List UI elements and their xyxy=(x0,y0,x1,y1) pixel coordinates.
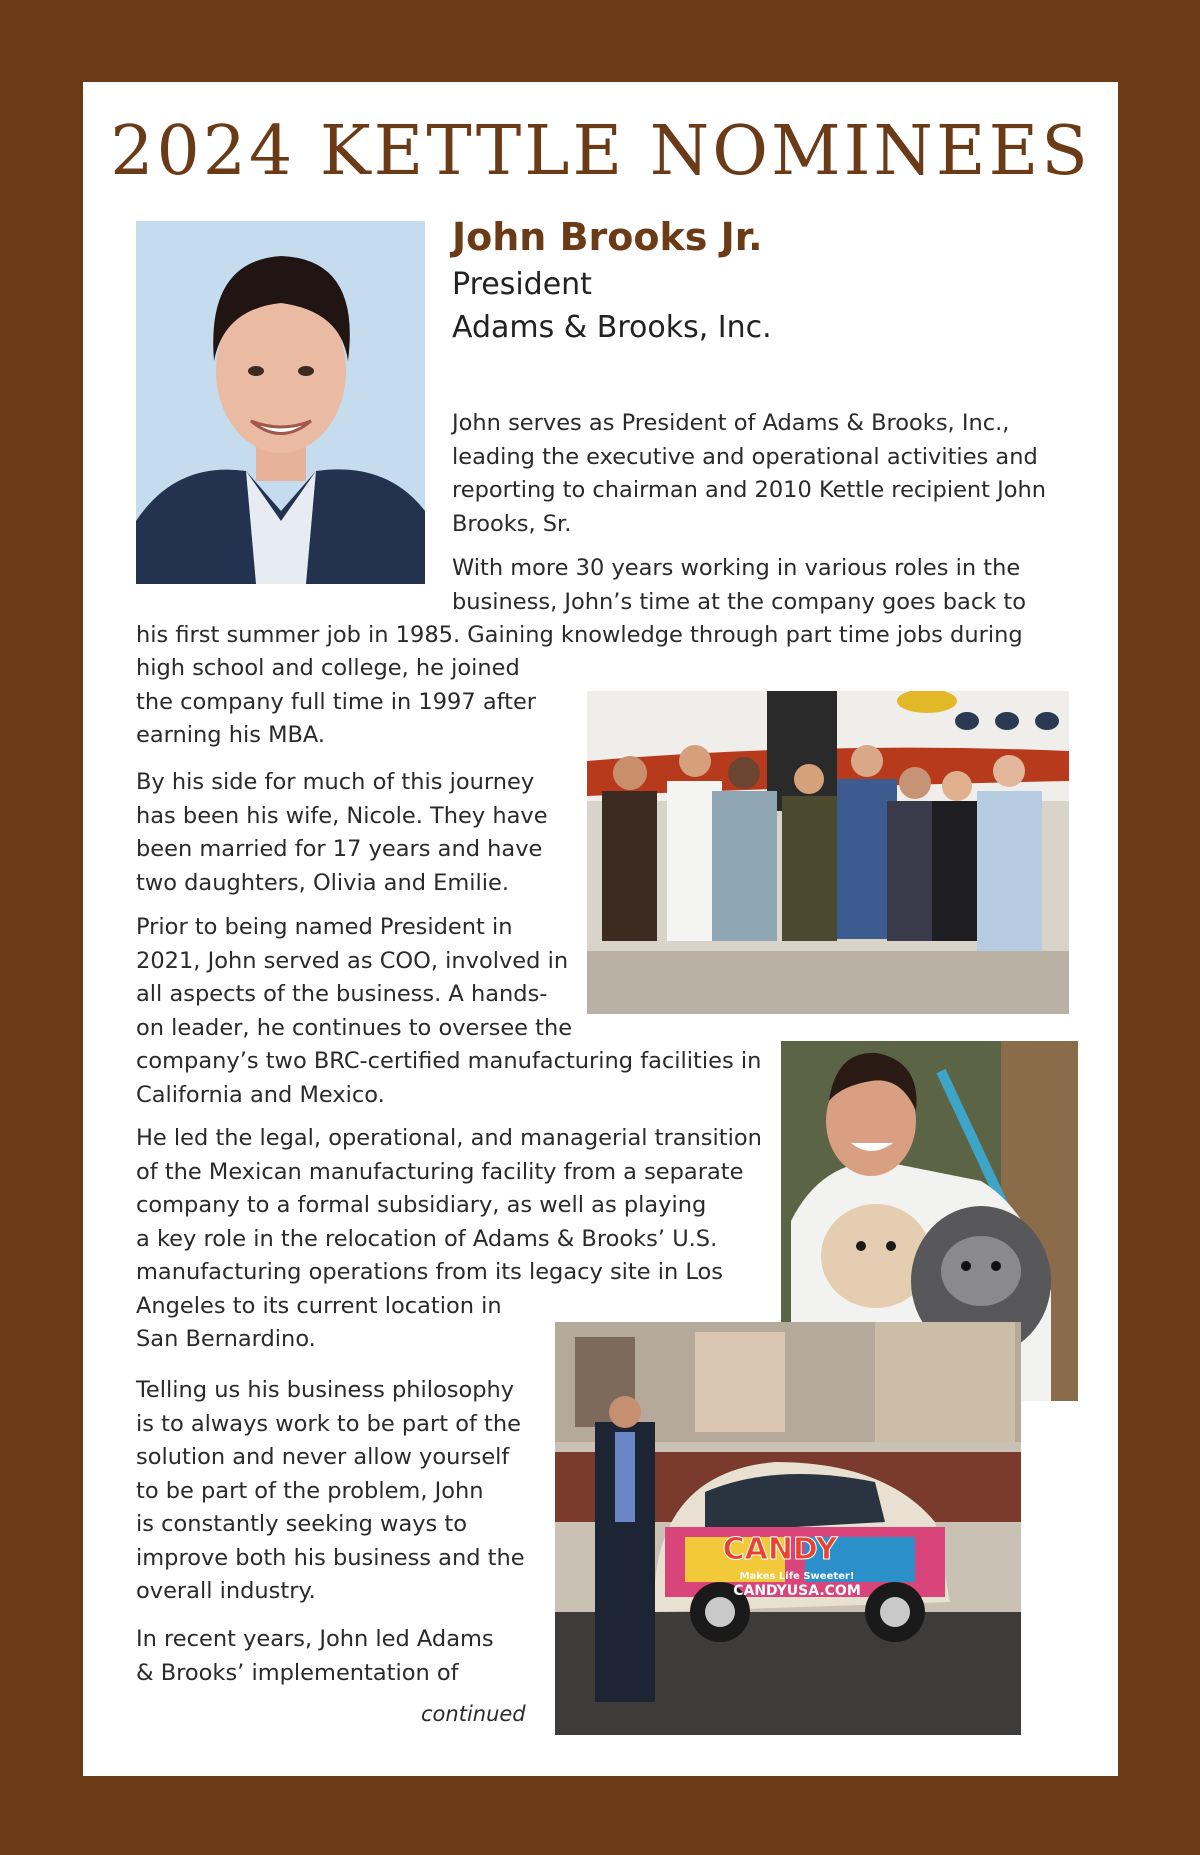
paragraph-3 xyxy=(136,766,548,900)
text-line: company’s two BRC-certified manufacturing facilities in xyxy=(136,1048,762,1074)
text-line: company to a formal subsidiary, as well as playing xyxy=(136,1192,707,1218)
car-url-text: CANDYUSA.COM xyxy=(733,1583,861,1599)
continued-label: continued xyxy=(421,1702,526,1726)
text-line: Angeles to its current location in xyxy=(136,1292,502,1319)
nominee-role: President xyxy=(452,267,592,302)
text-line: been married for 17 years and have xyxy=(136,836,543,862)
text-line: solution and never allow yourself xyxy=(136,1444,510,1470)
group-photo xyxy=(587,691,1069,1014)
nominee-company: Adams & Brooks, Inc. xyxy=(452,310,772,345)
paragraph-2 xyxy=(452,552,1026,619)
text-line: In recent years, John led Adams xyxy=(136,1626,494,1652)
text-line: & Brooks’ implementation of xyxy=(136,1659,459,1686)
text-line: business, John’s time at the company goes back to xyxy=(452,588,1026,615)
paragraph-2-cont xyxy=(136,652,536,753)
text-line: John serves as President of Adams & Brooks, Inc., xyxy=(452,410,1010,436)
text-line: Telling us his business philosophy xyxy=(136,1377,515,1403)
text-line: leading the executive and operational activities and xyxy=(452,443,1038,470)
text-line: to be part of the problem, John xyxy=(136,1477,484,1504)
text-line: By his side for much of this journey xyxy=(136,769,535,795)
text-line: his first summer job in 1985. Gaining knowledge through part time jobs during xyxy=(136,622,1023,648)
text-line: reporting to chairman and 2010 Kettle recipient John xyxy=(452,477,1047,503)
article-page xyxy=(83,82,1118,1776)
text-line: is constantly seeking ways to xyxy=(136,1511,468,1537)
paragraph-1 xyxy=(452,407,1046,541)
text-line: California and Mexico. xyxy=(136,1081,385,1108)
paragraph-7 xyxy=(136,1623,494,1690)
text-line: earning his MBA. xyxy=(136,722,326,748)
text-line: all aspects of the business. A hands- xyxy=(136,981,548,1007)
paragraph-2-wide xyxy=(136,619,1023,653)
nominee-name: John Brooks Jr. xyxy=(452,215,763,259)
text-line: the company full time in 1997 after xyxy=(136,688,537,715)
text-line: high school and college, he joined xyxy=(136,655,520,681)
text-line: San Bernardino. xyxy=(136,1326,316,1352)
car-brand-text: CANDY xyxy=(722,1532,838,1567)
text-line: Brooks, Sr. xyxy=(452,510,572,537)
text-line: two daughters, Olivia and Emilie. xyxy=(136,869,510,896)
text-line: improve both his business and the xyxy=(136,1544,525,1571)
text-line: manufacturing operations from its legacy site in Los xyxy=(136,1259,724,1285)
page-title: 2024 KETTLE NOMINEES xyxy=(110,112,1091,191)
text-line: He led the legal, operational, and managerial transition xyxy=(136,1125,762,1151)
text-line: overall industry. xyxy=(136,1578,316,1604)
text-line: has been his wife, Nicole. They have xyxy=(136,802,548,829)
text-line: is to always work to be part of the xyxy=(136,1410,521,1437)
text-line: Prior to being named President in xyxy=(136,914,513,940)
candy-car-photo xyxy=(555,1322,1021,1735)
portrait-photo xyxy=(136,221,425,584)
text-line: With more 30 years working in various roles in the xyxy=(452,555,1021,581)
text-line: of the Mexican manufacturing facility from a separate xyxy=(136,1158,744,1185)
text-line: 2021, John served as COO, involved in xyxy=(136,947,569,974)
text-line: a key role in the relocation of Adams & Brooks’ U.S. xyxy=(136,1225,718,1252)
text-line: on leader, he continues to oversee the xyxy=(136,1014,573,1041)
paragraph-6 xyxy=(136,1374,525,1609)
car-tagline-text: Makes Life Sweeter! xyxy=(739,1571,855,1582)
